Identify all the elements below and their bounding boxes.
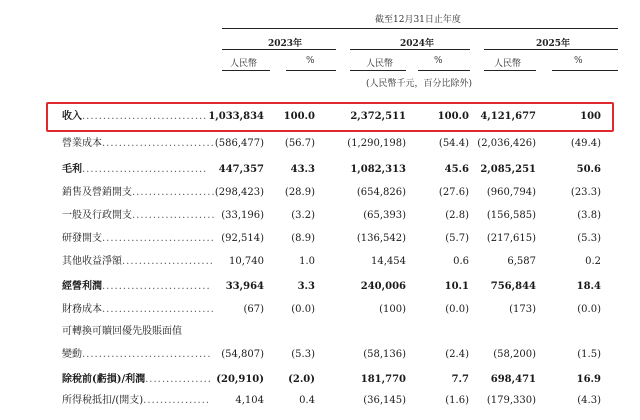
row-value: 447,357 bbox=[218, 164, 264, 175]
row-label bbox=[62, 107, 207, 127]
pct-2025: % bbox=[574, 56, 583, 66]
row-value: (65,393) bbox=[363, 210, 406, 221]
row-value: (1.6) bbox=[445, 395, 469, 406]
table-row bbox=[0, 229, 640, 249]
table-row bbox=[0, 322, 640, 342]
row-value: (0.0) bbox=[577, 304, 601, 315]
leader-dots: ........................... bbox=[102, 233, 215, 244]
row-value: (1,290,198) bbox=[347, 138, 406, 149]
row-value: (8.9) bbox=[291, 233, 315, 244]
row-value: (67) bbox=[243, 304, 264, 315]
row-value: 50.6 bbox=[576, 164, 601, 175]
row-value: 0.2 bbox=[585, 256, 601, 267]
row-value: (5.7) bbox=[445, 233, 469, 244]
leader-dots: ........................... bbox=[102, 304, 215, 315]
row-value: 1,082,313 bbox=[350, 164, 406, 175]
row-value: (2.0) bbox=[288, 374, 315, 385]
row-value: 10.1 bbox=[444, 281, 469, 292]
row-value: (0.0) bbox=[445, 304, 469, 315]
year-2025-rule bbox=[484, 49, 618, 50]
row-label-text: 其他收益淨額 bbox=[62, 256, 122, 267]
table-row bbox=[0, 277, 640, 297]
row-value: 0.4 bbox=[299, 395, 315, 406]
row-value: 100 bbox=[580, 111, 601, 122]
row-value: (2.8) bbox=[445, 210, 469, 221]
row-value: 4,104 bbox=[235, 395, 264, 406]
currency-2023: 人民幣 bbox=[230, 59, 258, 69]
row-value: 3.3 bbox=[297, 281, 315, 292]
row-label bbox=[62, 206, 216, 226]
row-value: 7.7 bbox=[451, 374, 469, 385]
row-label bbox=[62, 370, 212, 390]
currency-2024: 人民幣 bbox=[366, 59, 394, 69]
row-value: 16.9 bbox=[576, 374, 601, 385]
row-value: (2,036,426) bbox=[477, 138, 536, 149]
leader-dots: .............................. bbox=[82, 164, 208, 175]
row-value: 0.6 bbox=[453, 256, 469, 267]
row-label bbox=[62, 229, 215, 249]
year-2025: 2025年 bbox=[536, 39, 571, 49]
row-value: 18.4 bbox=[576, 281, 601, 292]
table-row bbox=[0, 183, 640, 203]
row-label bbox=[62, 252, 214, 272]
row-label-text: 變動 bbox=[62, 349, 82, 360]
table-row bbox=[0, 107, 640, 127]
row-label bbox=[62, 391, 210, 411]
row-label-text: 收入 bbox=[62, 111, 82, 122]
row-label-text: 所得稅抵扣/(開支) bbox=[62, 395, 144, 406]
row-value: (5.3) bbox=[577, 233, 601, 244]
row-value: (217,615) bbox=[486, 233, 536, 244]
leader-dots: .................... bbox=[132, 187, 216, 198]
row-value: (27.6) bbox=[438, 187, 469, 198]
table-row bbox=[0, 134, 640, 154]
row-value: 2,372,511 bbox=[350, 111, 406, 122]
leader-dots: ............................... bbox=[82, 349, 212, 360]
row-value: (54,807) bbox=[221, 349, 264, 360]
leader-dots: .............................. bbox=[82, 111, 208, 122]
unit-note: (人民幣千元，百分比除外) bbox=[366, 79, 473, 89]
row-value: 43.3 bbox=[290, 164, 315, 175]
row-label bbox=[62, 160, 207, 180]
table-row bbox=[0, 300, 640, 320]
row-value: (586,477) bbox=[214, 138, 264, 149]
pct-2023: % bbox=[306, 56, 315, 66]
row-value: 698,471 bbox=[490, 374, 536, 385]
row-value: 240,006 bbox=[360, 281, 406, 292]
row-value: 33,964 bbox=[225, 281, 264, 292]
sub-rule-2 bbox=[286, 70, 336, 71]
period-header: 截至12月31日止年度 bbox=[375, 15, 461, 25]
row-value: 181,770 bbox=[360, 374, 406, 385]
row-label-text: 研發開支 bbox=[62, 233, 102, 244]
table-row bbox=[0, 160, 640, 180]
row-value: (54.4) bbox=[438, 138, 469, 149]
row-label-text: 銷售及營銷開支 bbox=[62, 187, 132, 198]
row-value: (0.0) bbox=[291, 304, 315, 315]
row-value: (179,330) bbox=[486, 395, 536, 406]
pct-2024: % bbox=[434, 56, 443, 66]
row-value: (4.3) bbox=[577, 395, 601, 406]
table-row bbox=[0, 252, 640, 272]
row-value: (5.3) bbox=[291, 349, 315, 360]
row-value: (156,585) bbox=[486, 210, 536, 221]
row-label-text: 除稅前(虧損)/利潤 bbox=[62, 374, 146, 385]
row-value: (173) bbox=[509, 304, 536, 315]
row-value: (1.5) bbox=[577, 349, 601, 360]
year-2024: 2024年 bbox=[400, 39, 435, 49]
sub-rule-1 bbox=[222, 70, 270, 71]
row-value: (2.4) bbox=[445, 349, 469, 360]
row-value: 4,121,677 bbox=[480, 111, 536, 122]
row-label-text: 毛利 bbox=[62, 164, 82, 175]
row-value: 6,587 bbox=[507, 256, 536, 267]
leader-dots: ...................... bbox=[122, 256, 214, 267]
row-value: 2,085,251 bbox=[480, 164, 536, 175]
leader-dots: ........................... bbox=[102, 138, 215, 149]
row-label-text: 營業成本 bbox=[62, 138, 102, 149]
row-label bbox=[62, 277, 211, 297]
row-value: (92,514) bbox=[221, 233, 264, 244]
table-row bbox=[0, 345, 640, 365]
table-row bbox=[0, 370, 640, 390]
row-value: (28.9) bbox=[284, 187, 315, 198]
row-value: (58,200) bbox=[493, 349, 536, 360]
row-value: 14,454 bbox=[371, 256, 406, 267]
row-value: (36,145) bbox=[363, 395, 406, 406]
row-label bbox=[62, 322, 182, 342]
sub-rule-3 bbox=[350, 70, 406, 71]
row-value: (20,910) bbox=[216, 374, 264, 385]
row-value: 1.0 bbox=[299, 256, 315, 267]
row-value: 100.0 bbox=[283, 111, 315, 122]
year-2023-rule bbox=[222, 49, 336, 50]
row-value: (23.3) bbox=[570, 187, 601, 198]
row-label bbox=[62, 300, 215, 320]
row-value: (100) bbox=[379, 304, 406, 315]
row-value: (58,136) bbox=[363, 349, 406, 360]
row-value: 1,033,834 bbox=[208, 111, 264, 122]
row-label bbox=[62, 134, 215, 154]
row-label-text: 經營利潤 bbox=[62, 281, 102, 292]
leader-dots: ................ bbox=[145, 374, 212, 385]
leader-dots: .................... bbox=[132, 210, 216, 221]
row-label bbox=[62, 345, 212, 365]
leader-dots: .......................... bbox=[102, 281, 211, 292]
row-value: (3.8) bbox=[577, 210, 601, 221]
row-value: 100.0 bbox=[437, 111, 469, 122]
currency-2025: 人民幣 bbox=[494, 59, 522, 69]
row-value: (56.7) bbox=[284, 138, 315, 149]
year-2024-rule bbox=[350, 49, 470, 50]
row-value: (3.2) bbox=[291, 210, 315, 221]
row-value: 45.6 bbox=[444, 164, 469, 175]
row-value: (298,423) bbox=[214, 187, 264, 198]
row-value: (33,196) bbox=[221, 210, 264, 221]
table-row bbox=[0, 391, 640, 411]
row-label-text: 可轉換可贖回優先股賬面值 bbox=[62, 326, 182, 337]
header-rule bbox=[222, 28, 618, 29]
row-value: (654,826) bbox=[356, 187, 406, 198]
table-row bbox=[0, 206, 640, 226]
sub-rule-6 bbox=[552, 70, 618, 71]
sub-rule-5 bbox=[484, 70, 536, 71]
row-label-text: 一般及行政開支 bbox=[62, 210, 132, 221]
row-value: (49.4) bbox=[570, 138, 601, 149]
row-value: 10,740 bbox=[229, 256, 264, 267]
row-value: 756,844 bbox=[490, 281, 536, 292]
year-2023: 2023年 bbox=[268, 39, 303, 49]
row-value: (960,794) bbox=[486, 187, 536, 198]
row-label bbox=[62, 183, 216, 203]
row-label-text: 財務成本 bbox=[62, 304, 102, 315]
leader-dots: ................ bbox=[143, 395, 211, 406]
sub-rule-4 bbox=[418, 70, 470, 71]
row-value: (136,542) bbox=[356, 233, 406, 244]
